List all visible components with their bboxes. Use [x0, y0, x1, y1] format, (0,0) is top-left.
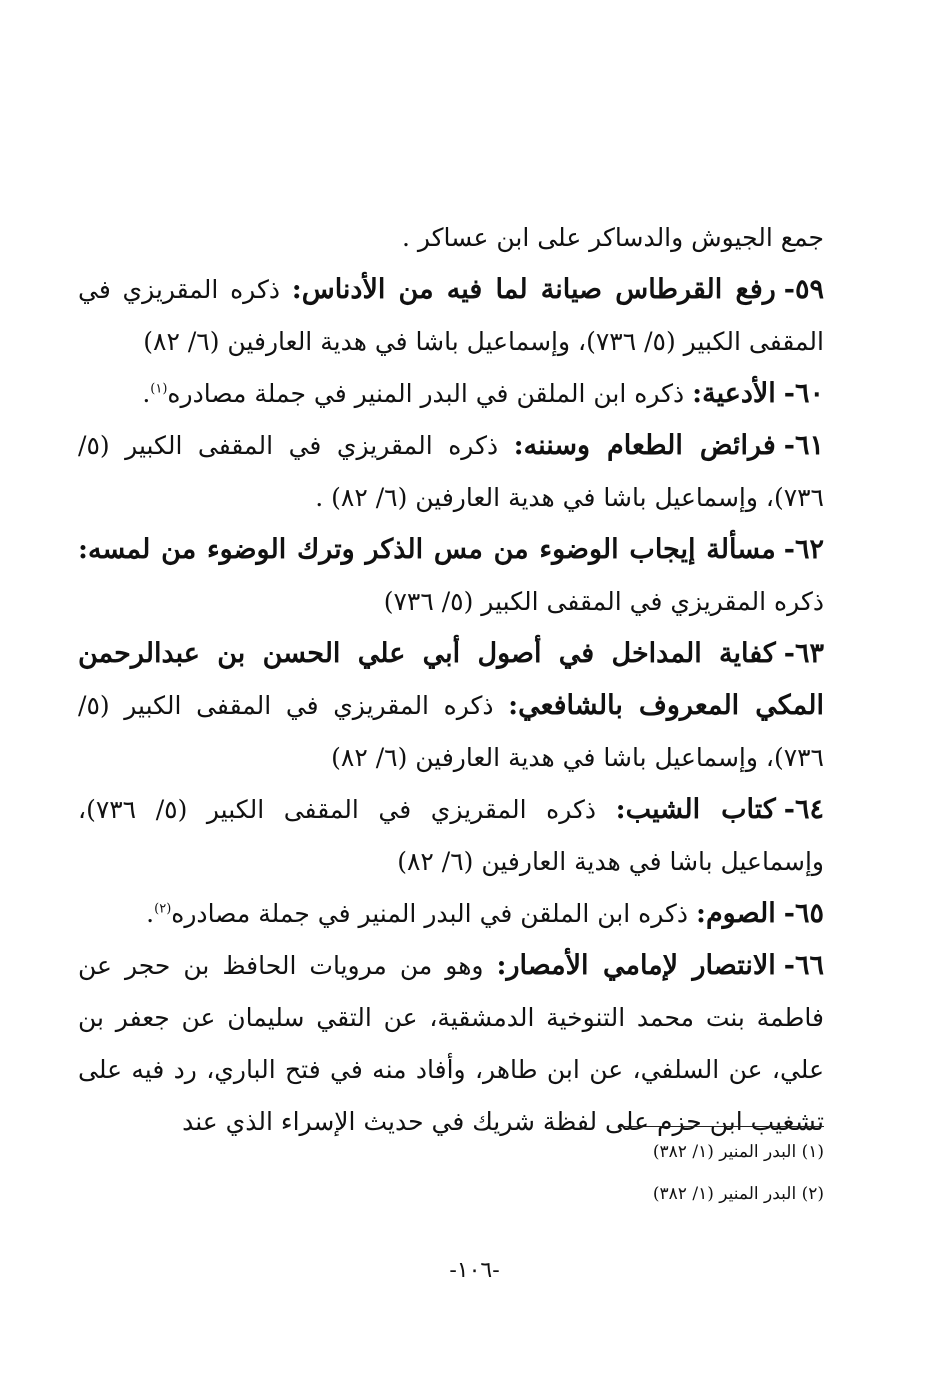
page-number: -١٠٦-	[449, 1258, 500, 1283]
entry-text: ذكره ابن الملقن في البدر المنير في جملة مصادره	[167, 379, 685, 408]
entry-number: ٦٤-	[783, 794, 824, 825]
entry-65	[78, 888, 824, 940]
entry-title: الانتصار لإمامي الأمصار:	[496, 950, 776, 981]
entry-title: مسألة إيجاب الوضوء من مس الذكر وترك الوضوء من لمسه:	[78, 534, 776, 565]
entry-title: فرائض الطعام وسننه:	[513, 430, 776, 461]
entry-63	[78, 628, 824, 784]
entry-text: ذكره المقريزي في المقفى الكبير (٥/ ٧٣٦)، وإسماعيل باشا في هدية العارفين (٦/ ٨٢)	[78, 691, 824, 772]
entry-number: ٦٥-	[783, 898, 824, 929]
footnote-ref: (١)	[150, 381, 168, 397]
entry-number: ٦٦-	[783, 950, 824, 981]
entry-text: ذكره ابن الملقن في البدر المنير في جملة مصادره	[171, 899, 689, 928]
entry-title: رفع القرطاس صيانة لما فيه من الأدناس:	[291, 274, 776, 305]
footnote-ref: (٢)	[154, 901, 172, 917]
entry-title: الصوم:	[695, 898, 776, 929]
entry-number: ٦٣-	[783, 638, 824, 669]
main-text	[78, 212, 824, 1148]
entry-title: الأدعية:	[692, 378, 776, 409]
entry-60	[78, 368, 824, 420]
entry-text: ذكره المقريزي في المقفى الكبير (٥/ ٧٣٦)، وإسماعيل باشا في هدية العارفين (٦/ ٨٢)	[78, 795, 824, 876]
entry-text: ذكره المقريزي في المقفى الكبير (٥/ ٧٣٦)، وإسماعيل باشا في هدية العارفين (٦/ ٨٢)	[78, 275, 824, 356]
entry-59	[78, 264, 824, 368]
entry-tail: .	[146, 899, 155, 928]
entry-title: كفاية المداخل في أصول أبي علي الحسن بن عبدالرحمن المكي المعروف بالشافعي:	[78, 638, 824, 721]
entry-61	[78, 420, 824, 524]
entry-64	[78, 784, 824, 888]
entry-number: ٦١-	[783, 430, 824, 461]
footnote-2: (٢) البدر المنير (١/ ٣٨٢)	[652, 1184, 824, 1204]
footnote-divider	[620, 1126, 824, 1127]
entry-title: كتاب الشيب:	[615, 794, 776, 825]
entry-number: ٦٢-	[783, 534, 824, 565]
entry-text: ذكره المقريزي في المقفى الكبير (٥/ ٧٣٦)	[383, 587, 824, 616]
entry-number: ٦٠-	[783, 378, 824, 409]
entry-66	[78, 940, 824, 1148]
continuation-line	[78, 212, 824, 264]
footnote-1: (١) البدر المنير (١/ ٣٨٢)	[652, 1142, 824, 1162]
entry-number: ٥٩-	[783, 274, 824, 305]
entry-62	[78, 524, 824, 628]
entry-text: ذكره المقريزي في المقفى الكبير (٥/ ٧٣٦)، وإسماعيل باشا في هدية العارفين (٦/ ٨٢) .	[78, 431, 824, 512]
entry-text: وهو من مرويات الحافظ بن حجر عن فاطمة بنت محمد التنوخية الدمشقية، عن التقي سليمان عن جعفر بن علي، عن السلفي، عن ابن طاهر، وأفاد منه في فتح الباري، رد فيه على تشغيب ابن حزم على لفظة شريك في حديث الإسراء الذي عند	[78, 951, 824, 1136]
entry-tail: .	[142, 379, 151, 408]
entry-text: جمع الجيوش والدساكر على ابن عساكر .	[401, 223, 824, 252]
